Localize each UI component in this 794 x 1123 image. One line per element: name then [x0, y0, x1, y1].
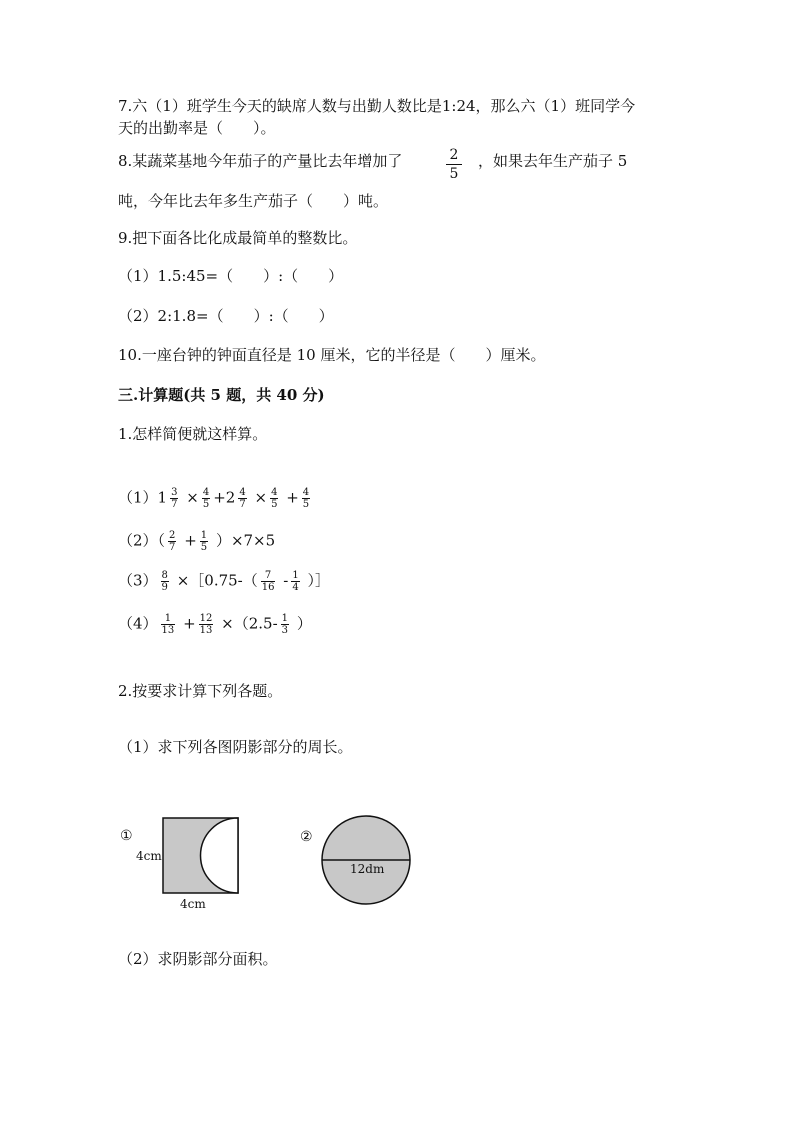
q9-item1: （1）1.5:45=（ ）:（ ） [118, 267, 344, 285]
row1-frac4-den: 5 [271, 499, 278, 510]
figure-1-bottom-label: 4cm [180, 897, 206, 911]
row3-mid: ×［0.75-（ [176, 571, 258, 590]
row1-frac5-num: 4 [302, 487, 310, 498]
row4-frac1-den: 13 [161, 625, 175, 636]
row1-plus: + [286, 488, 299, 507]
row1-frac1-den: 7 [171, 499, 178, 510]
calc1-row1 [118, 487, 313, 510]
row2-plus: + [184, 531, 197, 550]
row2-frac1-num: 2 [169, 530, 176, 541]
row1-frac1 [170, 487, 178, 510]
row1-label: （1）1 [118, 488, 168, 507]
row4-frac3-num: 1 [281, 613, 289, 624]
row1-frac1-num: 3 [171, 487, 178, 498]
row3-frac3-num: 1 [292, 570, 299, 581]
q8-line1a: 8.某蔬菜基地今年茄子的产量比去年增加了 [118, 152, 403, 170]
row2-tail: ）×7×5 [215, 531, 276, 550]
row2-frac1 [168, 530, 176, 553]
row1-frac3-num: 4 [239, 487, 246, 498]
row3-frac3-den: 4 [292, 582, 299, 593]
q7-line2: 天的出勤率是（ ）。 [118, 119, 276, 137]
row1-frac4-num: 4 [271, 487, 278, 498]
q8-line2: 吨，今年比去年多生产茄子（ ）吨。 [118, 192, 389, 210]
figure-2 [298, 812, 413, 907]
figure-1-shape [162, 817, 240, 895]
row4-frac3-den: 3 [281, 625, 289, 636]
q7-line1: 7.六（1）班学生今天的缺席人数与出勤人数比是1:24，那么六（1）班同学今 [118, 97, 636, 115]
row3-tail: ）］ [307, 571, 331, 590]
row4-frac1-num: 1 [161, 613, 176, 625]
row2-label: （2）（ [118, 531, 166, 550]
figure-1 [118, 815, 248, 915]
row4-tail: ） [296, 614, 312, 633]
row2-frac1-den: 7 [169, 542, 176, 553]
row2-frac2-num: 1 [200, 530, 208, 541]
row3-minus: - [283, 571, 289, 590]
row3-frac3 [291, 570, 299, 593]
calc1-title: 1.怎样简便就这样算。 [118, 425, 268, 443]
figure-1-number: ① [120, 828, 133, 844]
row3-frac2-num: 7 [261, 570, 276, 582]
row1-times1: × [186, 488, 199, 507]
calc1-row4 [118, 613, 312, 636]
row1-frac5 [302, 487, 310, 510]
calc1-row2 [118, 530, 275, 553]
row2-frac2 [200, 530, 208, 553]
calc2-sub1: （1）求下列各图阴影部分的周长。 [118, 738, 353, 756]
row1-frac2-den: 5 [202, 499, 210, 510]
row3-frac2 [261, 570, 276, 593]
row1-frac4 [270, 487, 278, 510]
row1-plus2: +2 [213, 488, 236, 507]
row3-frac1 [161, 570, 169, 593]
row3-frac2-den: 16 [261, 582, 275, 593]
row4-label: （4） [118, 614, 158, 633]
q8-fraction-denominator: 5 [449, 166, 459, 182]
q8-fraction [446, 146, 462, 183]
q9-item2: （2）2:1.8=（ ）:（ ） [118, 307, 334, 325]
row2-frac2-den: 5 [200, 542, 208, 553]
figure-1-side-label: 4cm [136, 849, 162, 863]
row1-times2: × [254, 488, 268, 507]
row4-mid: ×（2.5- [221, 614, 278, 633]
row3-frac1-den: 9 [161, 582, 168, 593]
row1-frac5-den: 5 [302, 499, 310, 510]
calc2-title: 2.按要求计算下列各题。 [118, 682, 283, 700]
row4-frac2-den: 13 [199, 625, 213, 636]
row1-frac2-num: 4 [202, 487, 210, 498]
section3-title: 三.计算题(共 5 题，共 40 分) [118, 386, 325, 404]
row1-frac3-den: 7 [239, 499, 246, 510]
figure-2-diameter-label: 12dm [350, 862, 385, 876]
calc1-row3 [118, 570, 330, 593]
q8-line1b: ，如果去年生产茄子 5 [478, 152, 628, 170]
calc2-sub2: （2）求阴影部分面积。 [118, 950, 278, 968]
row4-frac2 [199, 613, 214, 636]
row1-frac3 [238, 487, 246, 510]
row3-label: （3） [118, 571, 158, 590]
row4-frac2-num: 12 [199, 613, 213, 624]
row3-frac1-num: 8 [161, 570, 168, 581]
q8-fraction-numerator: 2 [446, 146, 462, 165]
row1-frac2 [202, 487, 210, 510]
row4-frac3 [281, 613, 289, 636]
figure-2-number: ② [300, 829, 313, 845]
q10-text: 10.一座台钟的钟面直径是 10 厘米，它的半径是（ ）厘米。 [118, 346, 546, 364]
q9-title: 9.把下面各比化成最简单的整数比。 [118, 229, 358, 247]
row4-frac1 [161, 613, 176, 636]
row4-plus: + [183, 614, 196, 633]
